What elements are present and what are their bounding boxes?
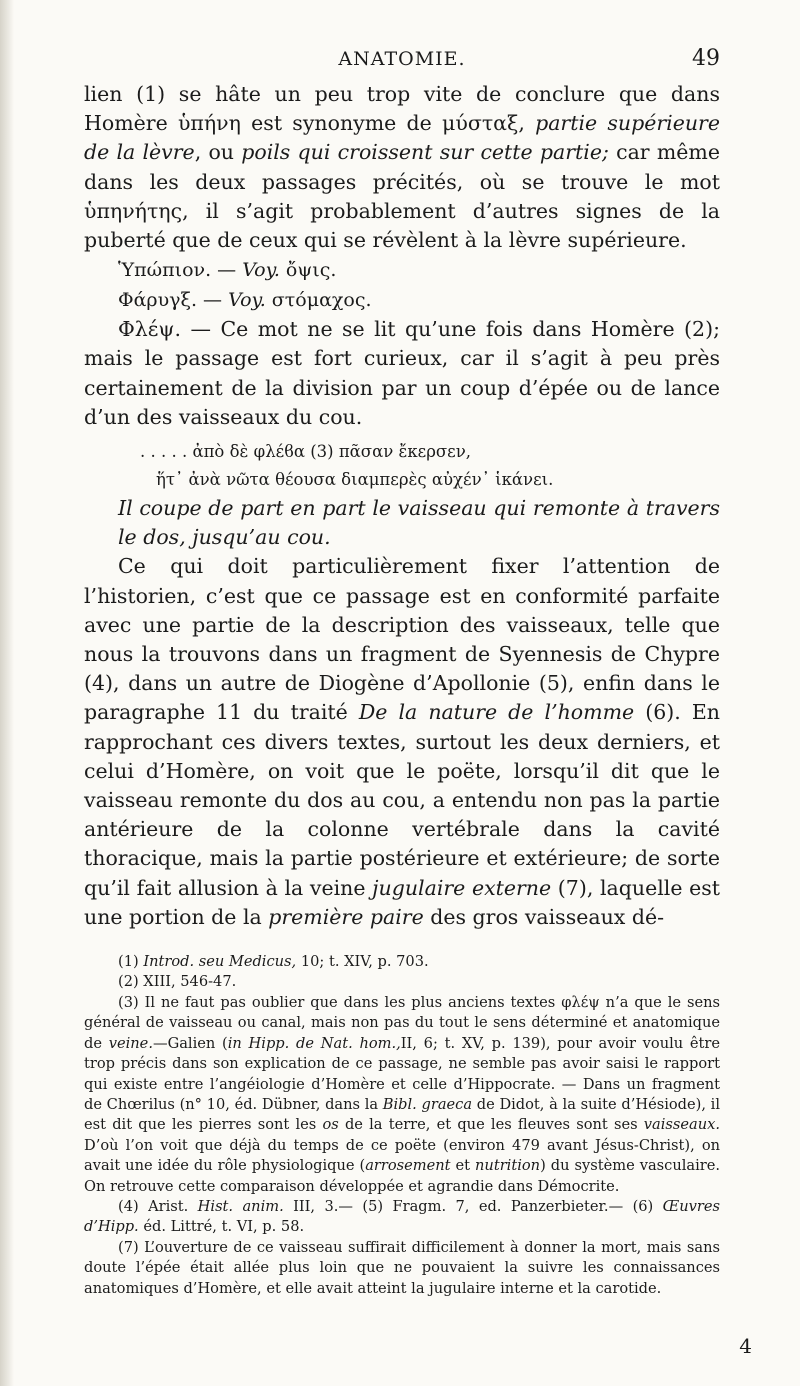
text-run: , ou [194,140,242,165]
italic-phrase: in Hipp. de Nat. hom., [227,1034,401,1052]
text-run: III, 3.— (5) Fragm. 7, ed. Panzerbieter.— (6) [283,1197,663,1215]
italic-phrase: Bibl. graeca [382,1095,473,1113]
text-run: — [211,259,243,282]
italic-phrase: arrosement [365,1157,451,1175]
paragraph-phleps [84,315,720,432]
page-header [84,44,720,80]
italic-phrase: Hist. anim. [197,1197,284,1215]
text-run: —Galien ( [152,1034,228,1052]
footnote-1 [84,952,720,972]
italic-phrase: De la nature de l’homme [358,700,635,725]
text-run: (7), laquelle est une portion de la [84,875,720,929]
entry-headword: Ὑπώπιον. [118,259,212,282]
italic-phrase: nutrition [475,1157,541,1175]
italic-phrase: poils qui croissent sur cette partie; [241,140,609,165]
signature-mark: 4 [739,1334,752,1358]
entry-headword: Φλέψ. [118,317,182,342]
text-run: lien (1) se hâte un peu trop vite de conclure que dans Homère [84,82,720,136]
footnotes [84,952,720,1299]
page-number: 49 [692,46,720,71]
entry-headword: Φάρυγξ. [118,289,197,312]
voy-reference: Voy. [228,289,266,312]
italic-phrase: Œuvres d’Hipp. [84,1197,720,1236]
text-run: (3) Il ne faut pas oublier que dans les plus anciens textes φλέψ n’a que le sens général de vaisseau ou canal, mais non pas du tout le sens déterminé et anatomique de [84,993,720,1052]
entry-hypopion [84,255,720,285]
cross-reference: στόμαχος. [265,289,372,312]
text-run: D’où l’on voit que déjà du temps de ce poëte (environ 479 avant Jésus-Christ), on avait une idée du rôle physiologique ( [84,1136,720,1175]
text-run: car même dans les deux passages précités, où se trouve le mot [84,140,720,194]
text-run: — [197,289,229,312]
italic-phrase: os [322,1116,339,1134]
text-run: de Didot, à la suite d’Hésiode), il est dit que les pierres sont les [84,1095,720,1134]
italic-phrase: première paire [268,904,424,929]
quotation-translation: Il coupe de part en part le vaisseau qui remonte à travers le dos, jusqu’au cou. [118,496,720,550]
homer-quotation [84,438,720,494]
italic-phrase: veine. [108,1034,153,1052]
text-run: 10; t. XIV, p. 703. [296,953,429,971]
text-run: de la terre, et que les fleuves sont ses [338,1116,644,1134]
body-text [84,80,720,932]
footnote-3 [84,993,720,1197]
text-run: éd. Littré, t. VI, p. 58. [138,1218,305,1236]
text-run: ) du système vasculaire. On retrouve cette comparaison développée et agrandie dans Démocrite. [84,1157,721,1195]
greek-word: μύσταξ [442,111,519,136]
entry-pharynx [84,285,720,315]
text-run: est synonyme de [240,111,443,136]
italic-phrase: vaisseaux. [643,1116,720,1134]
greek-word: ὑπηνήτης [84,198,183,223]
text-run: (6). En rapprochant ces divers textes, surtout les deux derniers, et celui d’Homère, on voit que le poëte, lorsqu’il dit que le vaisseau remonte du dos au cou, a entendu non pas la partie antérieure de la colonne vertébrale dans la cavité thoracique, mais la partie postérieure et extérieure; de sorte qu’il fait allusion à la veine [84,700,720,900]
voy-reference: Voy. [242,259,280,282]
text-run: Ce qui doit particulièrement fixer l’attention de l’historien, c’est que ce passage est en conformité parfaite avec une partie de la description des vaisseaux, telle que nous la trouvons dans un fragment de Syennesis de Chypre (4), dans un autre de Diogène d’Apollonie (5), enfin dans le paragraphe 11 du traité [84,554,720,725]
quotation-line: . . . . . ἀπὸ δὲ φλέϐα (3) πᾶσαν ἔκερσεν, [140,442,471,462]
footnote-7: (7) L’ouverture de ce vaisseau suffirait difficilement à donner la mort, mais sans doute l’épée était allée plus loin que ne pouvaient la suivre les connaissances anatomiques d’Homère, et elle avait atteint la jugulaire interne et la carotide. [84,1238,720,1297]
footnote-4-5-6 [84,1197,720,1238]
text-run: — Ce mot ne se lit qu’une fois dans Homère (2); mais le passage est fort curieux, car il s’agit à peu près certainement de la division par un coup d’épée ou de lance d’un des vaisseaux du cou. [84,317,720,429]
footnote-2: (2) XIII, 546-47. [118,973,237,991]
running-title: ANATOMIE. [338,48,466,70]
italic-phrase: jugulaire externe [372,875,552,900]
paragraph-hypene [84,80,720,255]
quotation-line: ἥτ᾽ ἀνὰ νῶτα θέουσα διαμπερὲς αὐχέν᾽ ἱκάνει. [156,470,554,490]
text-run: et [450,1157,476,1175]
book-spine-shadow [0,0,14,1386]
text-run: des gros vaisseaux dé- [423,904,665,929]
text-run: , [518,111,536,136]
paragraph-historian [84,552,720,932]
text-run: (1) [118,953,144,971]
italic-phrase: Introd. seu Medicus, [143,953,297,971]
page [84,44,720,1299]
text-run: , il s’agit probablement d’autres signes de la puberté que de ceux qui se révèlent à la lèvre supérieure. [84,198,720,253]
cross-reference: ὄψις. [279,259,337,282]
greek-word: ὑπήνη [177,111,241,136]
italic-phrase: partie supérieure de la lèvre [84,111,720,165]
text-run: (4) Arist. [118,1197,198,1215]
text-run: II, 6; t. XV, p. 139), pour avoir voulu être trop précis dans son explication de ce passage, ne semble pas avoir saisi le rapport qui existe entre l’angéiologie d’Homère et celle d’Hippocrate. — Dans un fragment de Chœrilus (n° 10, éd. Dübner, dans la [84,1034,721,1113]
